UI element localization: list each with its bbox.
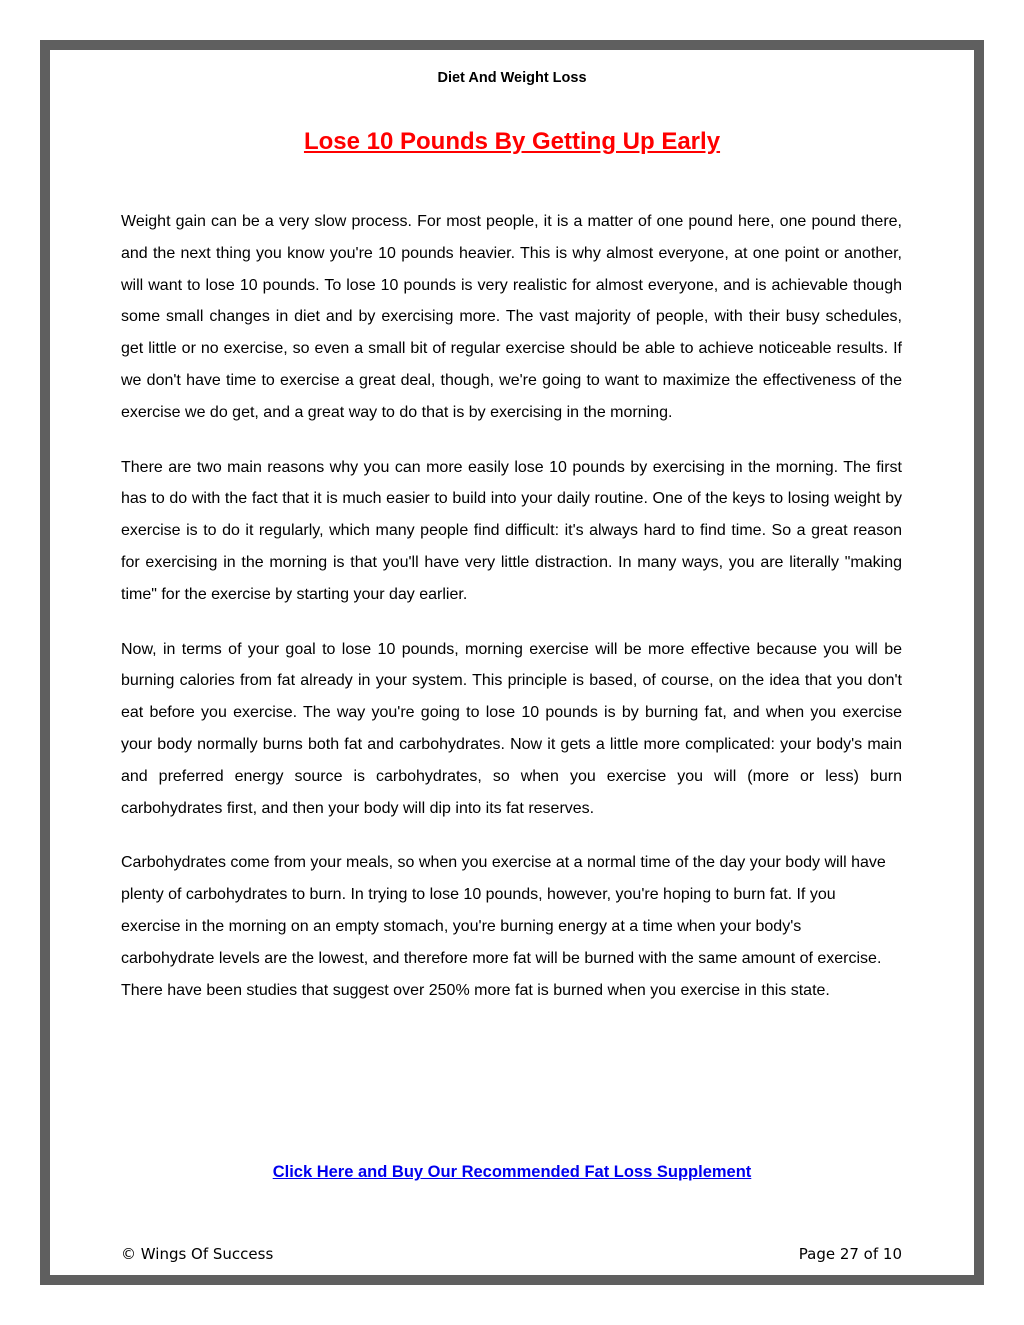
paragraph-2: There are two main reasons why you can more easily lose 10 pounds by exercising in the morning. The first has to do with the fact that it is much easier to build into your daily routine. One of the keys to losing weight by exercise is to do it regularly, which many people find difficult: it's always hard to find time. So a great reason for exercising in the morning is that you'll have very little distraction. In many ways, you are literally "making time" for the exercise by starting your day earlier. <box>121 458 902 603</box>
buy-supplement-link[interactable]: Click Here and Buy Our Recommended Fat Loss Supplement <box>272 1163 752 1181</box>
paragraph-1: Weight gain can be a very slow process. For most people, it is a matter of one pound here, one pound there, and the next thing you know you're 10 pounds heavier. This is why almost everyone, at one point or another, will want to lose 10 pounds. To lose 10 pounds is very realistic for almost everyone, and is achievable though some small changes in diet and by exercising more. The vast majority of people, with their busy schedules, get little or no exercise, so even a small bit of regular exercise should be able to achieve noticeable results. If we don't have time to exercise a great deal, though, we're going to want to maximize the effectiveness of the exercise we do get, and a great way to do that is by exercising in the morning. <box>121 213 902 421</box>
page-frame <box>40 40 984 1285</box>
article-title: Lose 10 Pounds By Getting Up Early <box>303 128 721 155</box>
paragraph-4: Carbohydrates come from your meals, so when you exercise at a normal time of the day your body will have plenty of carbohydrates to burn. In trying to lose 10 pounds, however, you're hoping to burn fat. If you exercise in the morning on an empty stomach, you're burning energy at a time when your body's carbohydrate levels are the lowest, and therefore more fat will be burned with the same amount of exercise. There have been studies that suggest over 250% more fat is burned when you exercise in this state. <box>121 854 886 999</box>
paragraph-3: Now, in terms of your goal to lose 10 pounds, morning exercise will be more effective because you will be burning calories from fat already in your system. This principle is based, of course, on the idea that you don't eat before you exercise. The way you're going to lose 10 pounds is by burning fat, and when you exercise your body normally burns both fat and carbohydrates. Now it gets a little more complicated: your body's main and preferred energy source is carbohydrates, so when you exercise you will (more or less) burn carbohydrates first, and then your body will dip into its fat reserves. <box>121 640 902 817</box>
footer-copyright: © Wings Of Success <box>121 1245 274 1263</box>
footer-page-number: Page 27 of 10 <box>798 1245 902 1263</box>
running-header: Diet And Weight Loss <box>437 70 587 86</box>
article-body <box>121 206 902 1029</box>
